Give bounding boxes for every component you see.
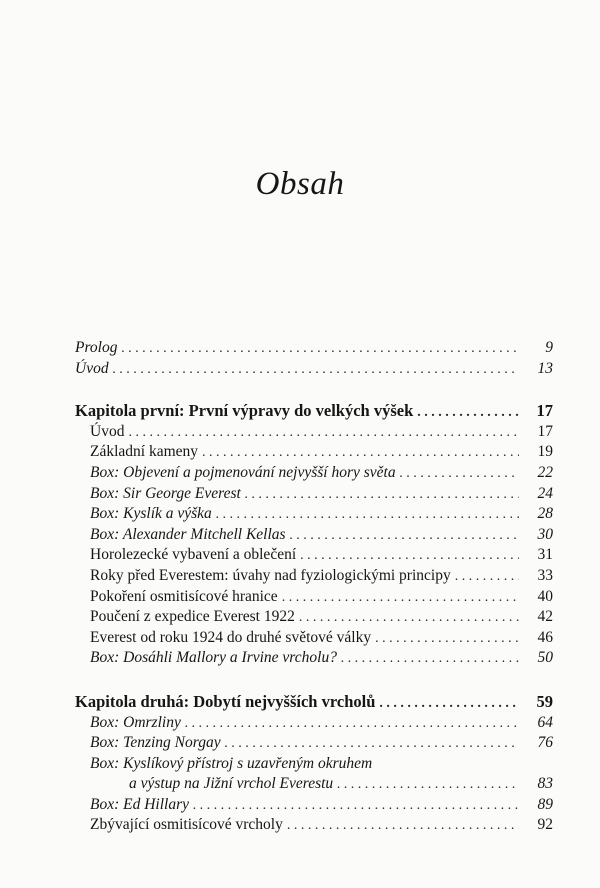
entry-label: Úvod (75, 359, 109, 377)
chapter-page: 59 (536, 691, 553, 711)
toc-entry (75, 754, 553, 775)
toc-entry (75, 733, 553, 754)
dot-leader (282, 588, 519, 609)
entry-page: 89 (537, 795, 553, 813)
toc-entry (75, 713, 553, 734)
chapter-page: 17 (536, 401, 553, 421)
entry-page: 42 (537, 608, 553, 626)
dot-leader (455, 567, 519, 588)
toc-entry (75, 587, 553, 608)
entry-page: 33 (537, 566, 553, 584)
entry-label: Horolezecké vybavení a oblečení (90, 546, 297, 564)
toc-entry (75, 422, 553, 443)
dot-leader (375, 629, 519, 650)
entry-page: 50 (537, 649, 553, 667)
dot-leader (113, 360, 519, 381)
entry-label: Box: Objevení a pojmenování nejvyšší hory světa (90, 463, 396, 481)
entry-page: 24 (537, 484, 553, 502)
toc-entry (75, 484, 553, 505)
toc-entry (75, 815, 553, 836)
toc-entry-prolog (75, 338, 553, 359)
dot-leader (245, 485, 519, 506)
entry-page: 9 (545, 339, 553, 356)
dot-leader (290, 526, 519, 547)
toc-entry-uvod (75, 359, 553, 380)
dot-leader (121, 339, 519, 360)
chapter-title: Kapitola druhá: Dobytí nejvyšších vrcholů (75, 691, 376, 711)
toc-entry-continuation (75, 774, 553, 795)
entry-label: Zbývající osmitisícové vrcholy (90, 816, 283, 834)
entry-label: Box: Tenzing Norgay (90, 734, 221, 752)
dot-leader (337, 775, 519, 796)
entry-label: Everest od roku 1924 do druhé světové války (90, 628, 372, 646)
table-of-contents (75, 338, 553, 836)
entry-page: 30 (537, 525, 553, 543)
entry-label: Box: Dosáhli Mallory a Irvine vrcholu? (90, 649, 337, 667)
page-title: Obsah (255, 166, 345, 202)
toc-entry (75, 628, 553, 649)
toc-entry (75, 442, 553, 463)
toc-entry (75, 795, 553, 816)
dot-leader (202, 443, 519, 464)
entry-label: Poučení z expedice Everest 1922 (90, 608, 295, 626)
entry-label: Box: Kyslík a výška (90, 505, 212, 523)
entry-page: 28 (537, 505, 553, 523)
entry-label: Pokoření osmitisícové hranice (90, 587, 278, 605)
dot-leader (287, 816, 519, 837)
entry-page: 92 (537, 816, 553, 834)
dot-leader (341, 649, 519, 670)
chapter-title: Kapitola první: První výpravy do velkých výšek (75, 401, 414, 421)
dot-leader (128, 423, 519, 444)
toc-entry (75, 545, 553, 566)
entry-page: 40 (537, 587, 553, 605)
entry-label: Roky před Everestem: úvahy nad fyziologickými principy (90, 566, 451, 584)
entry-label: Úvod (90, 422, 125, 440)
dot-leader (400, 464, 519, 485)
toc-entry (75, 607, 553, 628)
entry-page: 76 (537, 734, 553, 752)
entry-label: Box: Alexander Mitchell Kellas (90, 525, 286, 543)
entry-label-continuation: a výstup na Jižní vrchol Everestu (129, 775, 334, 793)
dot-leader (185, 714, 519, 735)
dot-leader (225, 734, 519, 755)
dot-leader (417, 403, 519, 424)
dot-leader (379, 694, 519, 715)
entry-label: Základní kameny (90, 443, 199, 461)
chapter-heading-1 (75, 401, 553, 422)
toc-entry (75, 463, 553, 484)
toc-entry (75, 648, 553, 669)
entry-label: Prolog (75, 339, 118, 356)
entry-page: 64 (537, 713, 553, 731)
entry-page: 22 (537, 463, 553, 481)
dot-leader (300, 546, 519, 567)
entry-page: 13 (537, 359, 553, 377)
dot-leader (193, 796, 519, 817)
chapter-heading-2 (75, 692, 553, 713)
toc-entry (75, 525, 553, 546)
entry-label: Box: Ed Hillary (90, 795, 190, 813)
toc-entry (75, 504, 553, 525)
toc-entry (75, 566, 553, 587)
entry-label: Box: Sir George Everest (90, 484, 241, 502)
entry-page: 31 (537, 546, 553, 564)
entry-page: 19 (537, 443, 553, 461)
entry-label: Box: Omrzliny (90, 713, 181, 731)
dot-leader (299, 608, 519, 629)
entry-page: 17 (537, 422, 553, 440)
entry-page: 46 (537, 628, 553, 646)
entry-label: Box: Kyslíkový přístroj s uzavřeným okruhem (90, 754, 373, 772)
entry-page: 83 (537, 775, 553, 793)
dot-leader (216, 505, 519, 526)
